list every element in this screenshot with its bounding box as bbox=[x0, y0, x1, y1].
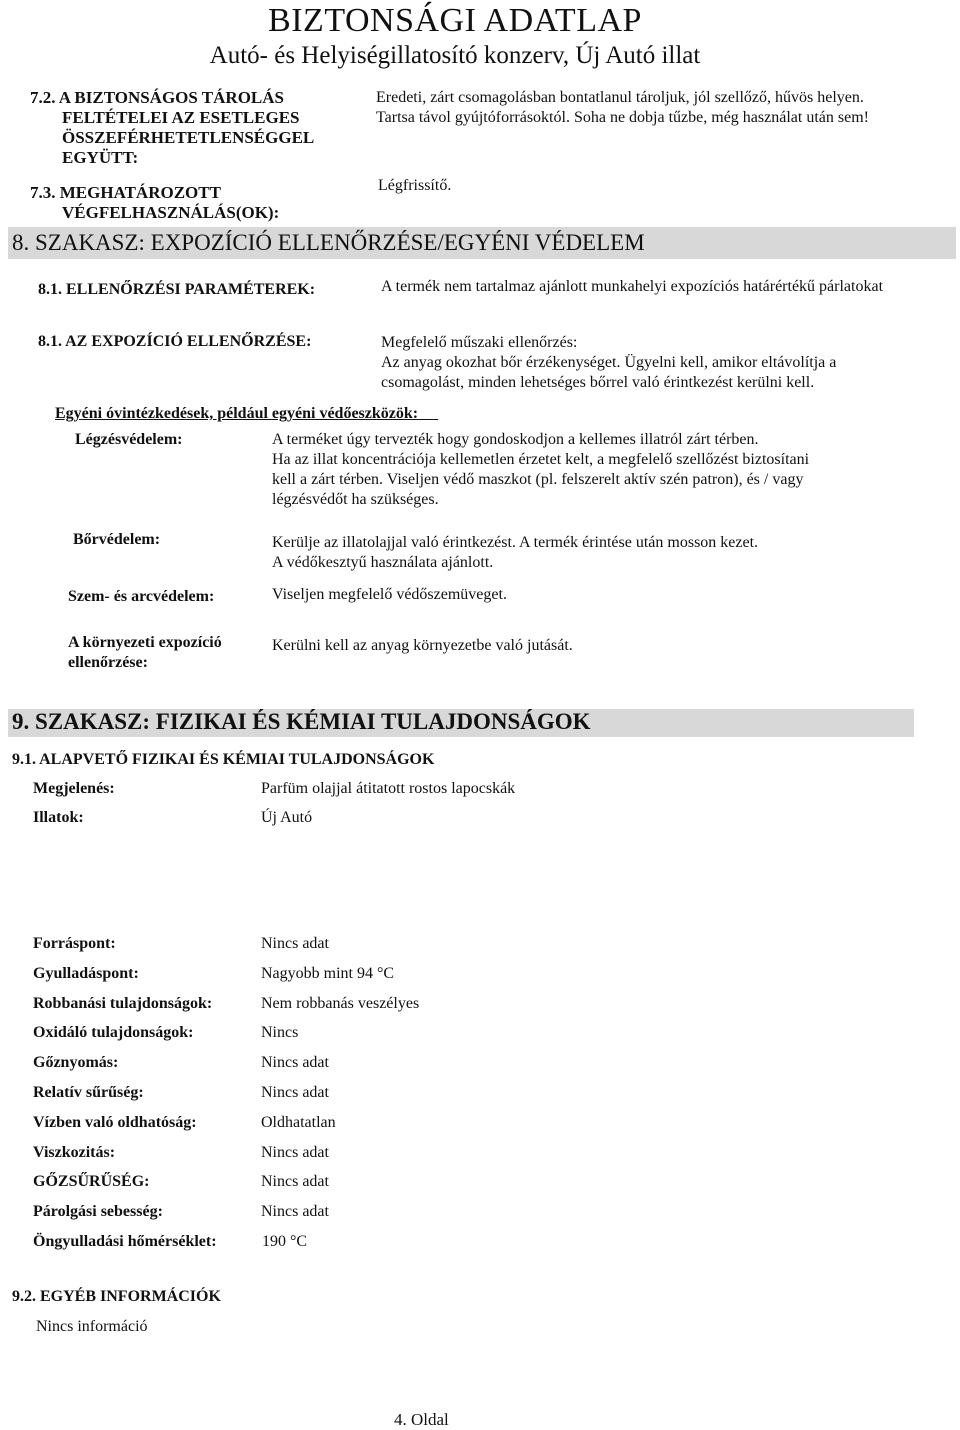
property-value: Nincs adat bbox=[261, 935, 329, 952]
property-label: Oxidáló tulajdonságok: bbox=[33, 1024, 194, 1041]
property-label: Relatív sűrűség: bbox=[33, 1084, 144, 1101]
property-value: Nincs adat bbox=[261, 1144, 329, 1161]
section-8-1-exposure-text: Megfelelő műszaki ellenőrzés: Az anyag okozhat bőr érzékenységet. Ügyelni kell, amikor eltávolítja a csomagolást, minden lehetséges bőrrel való érintkezést kerülni kell. bbox=[381, 334, 837, 391]
odor-label: Illatok: bbox=[33, 809, 84, 826]
eye-label: Szem- és arcvédelem: bbox=[68, 588, 215, 605]
property-label: Öngyulladási hőmérséklet: bbox=[33, 1233, 217, 1250]
property-value: Nem robbanás veszélyes bbox=[261, 995, 420, 1012]
property-label: Gyulladáspont: bbox=[33, 965, 139, 982]
property-label: Viszkozitás: bbox=[33, 1144, 116, 1161]
property-label: GŐZSŰRŰSÉG: bbox=[33, 1173, 150, 1190]
section-8-1-params-text: A termék nem tartalmaz ajánlott munkahelyi expozíciós határértékű párlatokat bbox=[381, 278, 884, 295]
document-title: BIZTONSÁGI ADATLAP bbox=[268, 2, 642, 39]
section-7-3-text: Légfrissítő. bbox=[378, 177, 452, 194]
eye-text: Viseljen megfelelő védőszemüveget. bbox=[272, 586, 507, 603]
property-label: Vízben való oldhatóság: bbox=[33, 1114, 197, 1131]
skin-text: Kerülje az illatolajjal való érintkezést. A termék érintése után mosson kezet. A védőkesztyű használata ajánlott. bbox=[272, 534, 759, 571]
page-number: 4. Oldal bbox=[394, 1410, 449, 1429]
section-9-title: 9. SZAKASZ: FIZIKAI ÉS KÉMIAI TULAJDONSÁGOK bbox=[12, 709, 591, 734]
section-9-2-text: Nincs információ bbox=[36, 1318, 148, 1335]
environment-text: Kerülni kell az anyag környezetbe való jutását. bbox=[272, 637, 573, 654]
section-7-3-label: 7.3. MEGHATÁROZOTT VÉGFELHASZNÁLÁS(OK): bbox=[30, 183, 280, 222]
section-7-2-label: 7.2. A BIZTONSÁGOS TÁROLÁS FELTÉTELEI AZ ESETLEGES ÖSSZEFÉRHETETLENSÉGGEL EGYÜTT: bbox=[30, 88, 315, 167]
section-9-1-heading: 9.1. ALAPVETŐ FIZIKAI ÉS KÉMIAI TULAJDONSÁGOK bbox=[12, 751, 435, 768]
document-subtitle: Autó- és Helyiségillatosító konzerv, Új Autó illat bbox=[209, 42, 701, 69]
property-label: Forráspont: bbox=[33, 935, 116, 952]
property-value: Nincs adat bbox=[261, 1054, 329, 1071]
property-value: Nincs adat bbox=[261, 1203, 329, 1220]
property-label: Robbanási tulajdonságok: bbox=[33, 995, 213, 1012]
appearance-label: Megjelenés: bbox=[33, 780, 115, 797]
ppe-heading: Egyéni óvintézkedések, például egyéni védőeszközök: bbox=[55, 405, 419, 422]
environment-label: A környezeti expozíció ellenőrzése: bbox=[68, 634, 222, 671]
respiratory-label: Légzésvédelem: bbox=[75, 431, 183, 448]
property-label: Gőznyomás: bbox=[33, 1054, 119, 1071]
property-value: Nincs adat bbox=[261, 1084, 329, 1101]
property-value: 190 °C bbox=[262, 1233, 308, 1250]
property-value: Nincs adat bbox=[261, 1173, 329, 1190]
section-8-1-params-label: 8.1. ELLENŐRZÉSI PARAMÉTEREK: bbox=[38, 281, 316, 298]
section-8-title: 8. SZAKASZ: EXPOZÍCIÓ ELLENŐRZÉSE/EGYÉNI VÉDELEM bbox=[12, 230, 645, 255]
section-8-1-exposure-label: 8.1. AZ EXPOZÍCIÓ ELLENŐRZÉSE: bbox=[38, 333, 312, 350]
property-label: Párolgási sebesség: bbox=[33, 1203, 163, 1220]
property-value: Oldhatatlan bbox=[261, 1114, 336, 1131]
property-value: Nincs bbox=[261, 1024, 299, 1041]
property-value: Nagyobb mint 94 °C bbox=[261, 965, 395, 982]
appearance-value: Parfüm olajjal átitatott rostos lapocskák bbox=[261, 780, 516, 797]
section-9-2-heading: 9.2. EGYÉB INFORMÁCIÓK bbox=[12, 1288, 221, 1305]
section-7-2-text: Eredeti, zárt csomagolásban bontatlanul tároljuk, jól szellőző, hűvös helyen. Tartsa távol gyújtóforrásoktól. Soha ne dobja tűzbe, még használat után sem! bbox=[376, 89, 869, 126]
skin-label: Bőrvédelem: bbox=[73, 531, 161, 548]
odor-value: Új Autó bbox=[261, 809, 313, 826]
respiratory-text: A terméket úgy tervezték hogy gondoskodjon a kellemes illatról zárt térben. Ha az illat koncentrációja kellemetlen érzetet kelt, a megfelelő szellőzést biztosítani kell a zárt térben. Viseljen védő maszkot (pl. felszerelt aktív szén patron), és / vagy légzésvédőt ha szükséges. bbox=[272, 431, 810, 508]
